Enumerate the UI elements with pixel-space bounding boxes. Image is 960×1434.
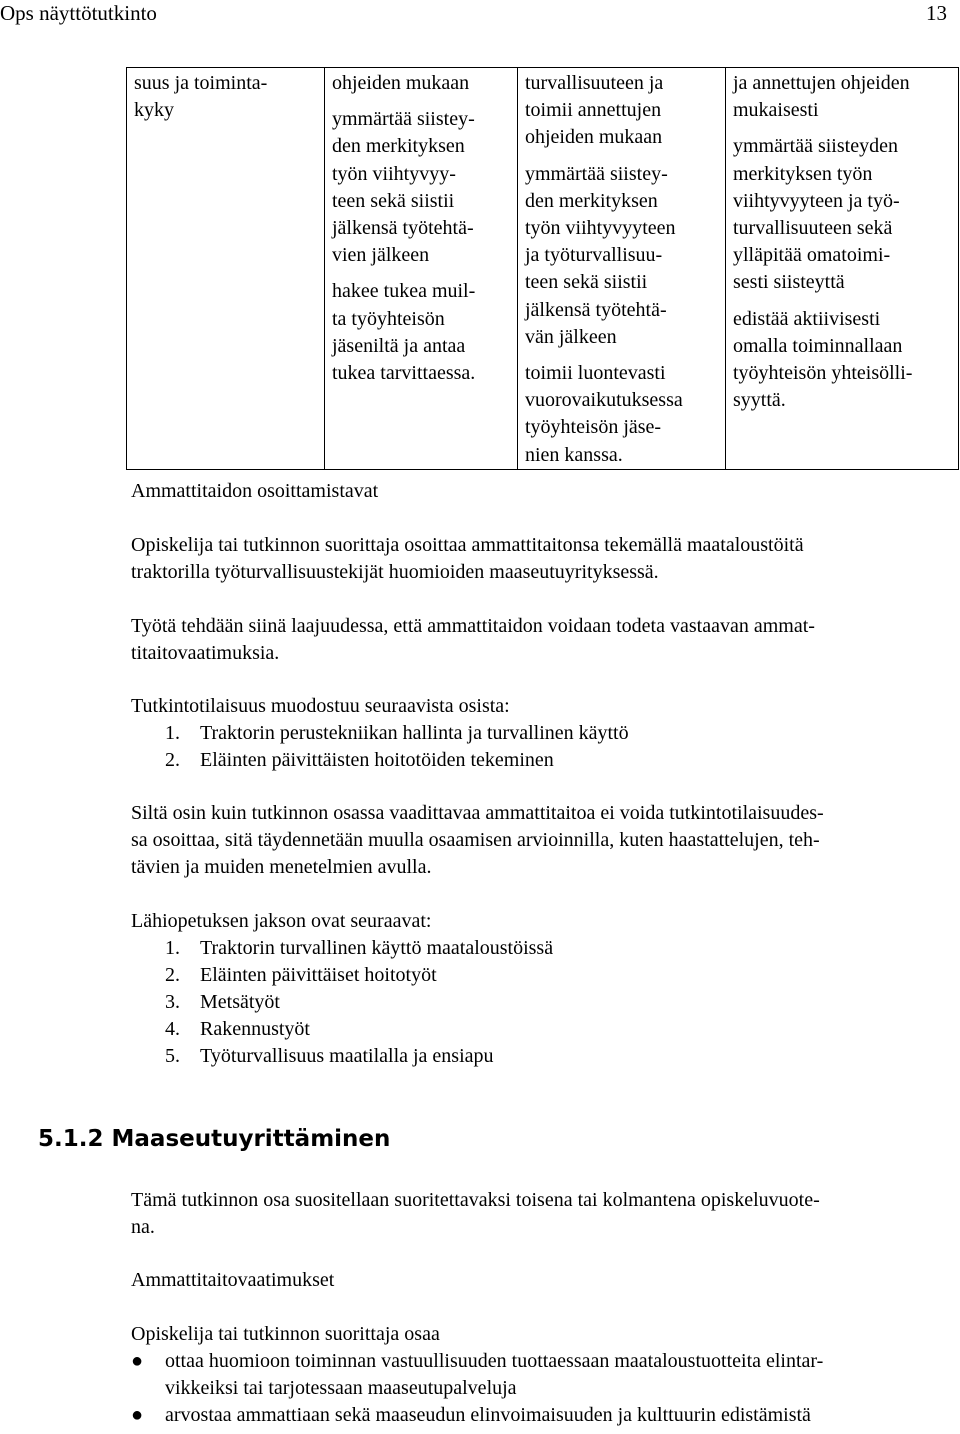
page-number: 13 [926,1,947,25]
criterion-text: edistää aktiivisesti omalla toiminnallaan työyhteisön yhteisölli- syyttä. [733,307,913,412]
criterion-text: ohjeiden mukaan [332,72,470,94]
criterion-text: ymmärtää siisteyden merkityksen työn viihtyvyyteen ja työ- turvallisuuteen sekä ylläpitää omatoimi- sesti siisteyttä [733,135,900,294]
paragraph: Työtä tehdään siinä laajuudessa, että ammattitaidon voidaan todeta vastaavan ammat- titaitovaatimuksia. [131,615,815,664]
heading-demonstration-methods: Ammattitaidon osoittamistavat [131,480,379,502]
list-item: 1. Traktorin turvallinen käyttö maataloustöissä [165,937,554,959]
table-cell-level-good [518,68,726,470]
list-item: 5. Työturvallisuus maatilalla ja ensiapu [165,1045,494,1067]
criteria-table [126,67,959,470]
heading-skill-requirements: Ammattitaitovaatimukset [131,1269,335,1291]
table-cell-level-excellent [726,68,959,470]
list-item: 1. Traktorin perustekniikan hallinta ja turvallinen käyttö [165,722,629,744]
table-row [127,68,959,470]
criterion-text: ja annettujen ohjeiden mukaisesti [733,72,910,122]
criterion-text: ymmärtää siistey- den merkityksen työn viihtyvyy- teen sekä siistii jälkensä työtehtä- vien jälkeen [332,108,475,267]
paragraph: Siltä osin kuin tutkinnon osassa vaadittavaa ammattitaitoa ei voida tutkintotilaisuudes- sa osoittaa, sitä täydennetään muulla osaamisen arvioinnilla, kuten haastattelujen, teh- tävien ja muiden menetelmien avulla. [131,802,824,878]
paragraph: Tutkintotilaisuus muodostuu seuraavista osista: [131,695,510,717]
paragraph: Opiskelija tai tutkinnon suorittaja osoittaa ammattitaitonsa tekemällä maataloustöitä traktorilla työturvallisuustekijät huomioiden maaseutuyrityksessä. [131,534,804,583]
criterion-text: turvallisuuteen ja toimii annettujen ohjeiden mukaan [525,72,664,149]
running-header-title: Ops näyttötutkinto [0,1,157,25]
paragraph: Opiskelija tai tutkinnon suorittaja osaa [131,1323,440,1345]
list-item: 4. Rakennustyöt [165,1018,310,1040]
list-item: 2. Eläinten päivittäiset hoitotyöt [165,964,437,986]
table-cell-category [127,68,325,470]
bullet-icon: ● [131,1404,144,1426]
section-heading [38,1124,390,1154]
section-title: Maaseutuyrittäminen [111,1126,391,1152]
list-item: 2. Eläinten päivittäisten hoitotöiden tekeminen [165,749,554,771]
criterion-text: ymmärtää siistey- den merkityksen työn viihtyvyyteen ja työturvallisuu- teen sekä siistii jälkensä työtehtä- vän jälkeen [525,162,676,348]
section-number: 5.1.2 [38,1126,104,1152]
table-cell-level-satisfactory [325,68,518,470]
criterion-text: hakee tukea muil- ta työyhteisön jäseniltä ja antaa tukea tarvittaessa. [332,280,476,385]
paragraph: Lähiopetuksen jakson ovat seuraavat: [131,910,432,932]
list-item: 3. Metsätyöt [165,991,280,1013]
bullet-icon: ● [131,1350,144,1372]
category-label: suus ja toiminta- kyky [134,72,268,122]
criterion-text: toimii luontevasti vuorovaikutuksessa työyhteisön jäse- nien kanssa. [525,362,683,466]
paragraph: Tämä tutkinnon osa suositellaan suoritettavaksi toisena tai kolmantena opiskeluvuote- na. [131,1189,820,1238]
